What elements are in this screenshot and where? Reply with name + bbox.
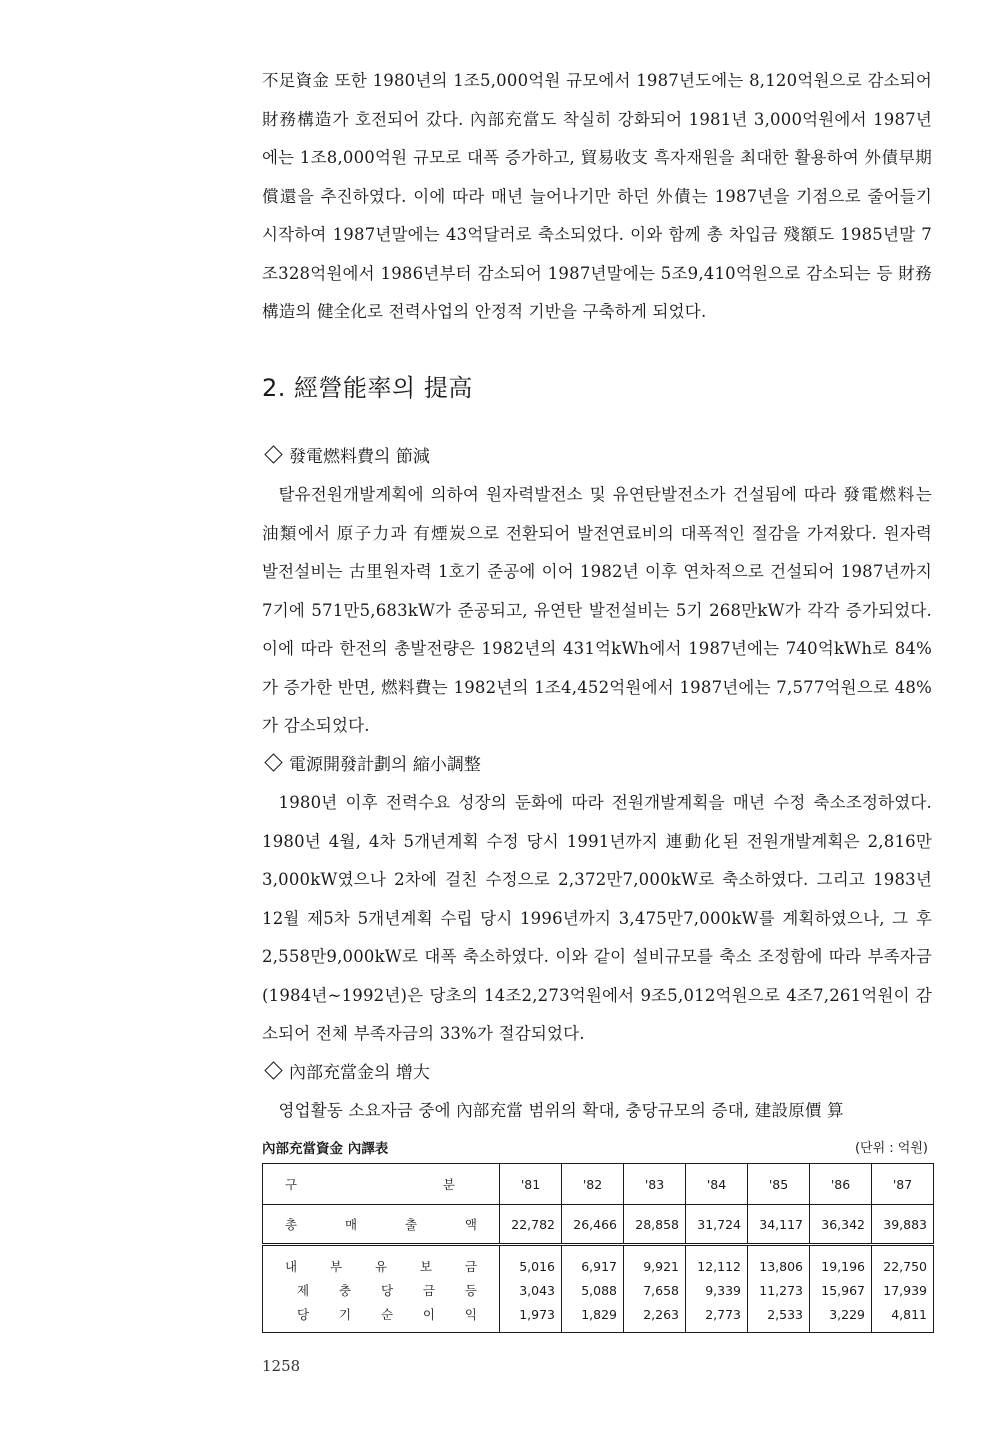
- table-cell: 2,533: [748, 1302, 810, 1333]
- table-cell: 7,658: [624, 1278, 686, 1302]
- row-label: 총 매 출 액: [285, 1217, 479, 1232]
- year-header: '87: [872, 1164, 934, 1205]
- paragraph-financial-structure: 不足資金 또한 1980년의 1조5,000억원 규모에서 1987년도에는 8,120억원으로 감소되어 財務構造가 호전되어 갔다. 內部充當도 착실히 강화되어 1981년 3,000억원에서 1987년에는 1조8,000억원 규모로 대폭 증가하고, 貿易收支 흑자재원을 최대한 활용하여 外債早期償還을 추진하였다. 이에 따라 매년 늘어나기만 하던 外債는 1987년을 기점으로 줄어들기 시작하여 1987년말에는 43억달러로 축소되었다. 이와 함께 총 차입금 殘額도 1985년말 7조328억원에서 1986년부터 감소되어 1987년말에는 5조9,410억원으로 감소되는 등 財務構造의 健全化로 전력사업의 안정적 기반을 구축하게 되었다.: [262, 71, 932, 321]
- year-header: '83: [624, 1164, 686, 1205]
- diamond-bullet-icon: [264, 1061, 282, 1079]
- subheading-plan-adjustment-text: 電源開發計劃의 縮小調整: [289, 754, 481, 775]
- table-cell: 39,883: [872, 1205, 934, 1245]
- table-cell: 9,921: [624, 1245, 686, 1279]
- table-cell: 9,339: [686, 1278, 748, 1302]
- table-cell: 22,750: [872, 1245, 934, 1279]
- row-label: 당 기 순 이 익: [297, 1307, 479, 1322]
- table-cell: 36,342: [810, 1205, 872, 1245]
- table-row-retained-earnings: [263, 1245, 934, 1279]
- table-row-reserves: [263, 1278, 934, 1302]
- diamond-bullet-icon: [264, 753, 282, 771]
- table-cell: 22,782: [500, 1205, 562, 1245]
- body-text: [262, 62, 932, 1131]
- table-cell: 4,811: [872, 1302, 934, 1333]
- table-cell: 5,088: [562, 1278, 624, 1302]
- subheading-internal-funds: [262, 1054, 932, 1093]
- table-row-net-income: [263, 1302, 934, 1333]
- subheading-plan-adjustment: [262, 746, 932, 785]
- year-header: '86: [810, 1164, 872, 1205]
- table-cell: 19,196: [810, 1245, 872, 1279]
- section-title: 2. 經營能率의 提高: [262, 373, 473, 402]
- table-title: 內部充當資金 內譯表: [262, 1141, 389, 1157]
- paragraph-internal-funds: 영업활동 소요자금 중에 內部充當 범위의 확대, 충당규모의 증대, 建設原價 算: [278, 1101, 844, 1120]
- table-cell: 3,043: [500, 1278, 562, 1302]
- table-cell: 3,229: [810, 1302, 872, 1333]
- table-cell: 1,973: [500, 1302, 562, 1333]
- row-label-cell: [263, 1205, 500, 1245]
- table-cell: 13,806: [748, 1245, 810, 1279]
- year-header: '82: [562, 1164, 624, 1205]
- table-header-row: [263, 1164, 934, 1205]
- table-cell: 5,016: [500, 1245, 562, 1279]
- table-cell: 28,858: [624, 1205, 686, 1245]
- table-unit: (단위 : 억원): [854, 1141, 928, 1156]
- year-header: '85: [748, 1164, 810, 1205]
- year-header: '84: [686, 1164, 748, 1205]
- row-label: 내 부 유 보 금: [285, 1259, 479, 1274]
- table-cell: 12,112: [686, 1245, 748, 1279]
- table-cell: 2,263: [624, 1302, 686, 1333]
- table-cell: 31,724: [686, 1205, 748, 1245]
- table-cell: 34,117: [748, 1205, 810, 1245]
- row-label: 제 충 당 금 등: [297, 1283, 479, 1298]
- year-header: '81: [500, 1164, 562, 1205]
- subheading-internal-funds-text: 內部充當金의 增大: [289, 1062, 430, 1083]
- header-label: 구 분: [285, 1177, 457, 1192]
- page-number: 1258: [262, 1357, 301, 1375]
- row-label-cell: [263, 1302, 500, 1333]
- row-label-cell: [263, 1278, 500, 1302]
- table-cell: 2,773: [686, 1302, 748, 1333]
- table-cell: 6,917: [562, 1245, 624, 1279]
- table-cell: 11,273: [748, 1278, 810, 1302]
- header-label-cell: [263, 1164, 500, 1205]
- subheading-fuel-cost-text: 發電燃料費의 節減: [289, 446, 430, 467]
- table-cell: 1,829: [562, 1302, 624, 1333]
- paragraph-fuel-cost: 탈유전원개발계획에 의하여 원자력발전소 및 유연탄발전소가 건설됨에 따라 發電燃料는 油類에서 原子力과 有煙炭으로 전환되어 발전연료비의 대폭적인 절감을 가져왔다. 원자력 발전설비는 古里원자력 1호기 준공에 이어 1982년 이후 연차적으로 건설되어 1987년까지 7기에 571만5,683kW가 준공되고, 유연탄 발전설비는 5기 268만kW가 각각 증가되었다. 이에 따라 한전의 총발전량은 1982년의 431억kWh에서 1987년에는 740억kWh로 84%가 증가한 반면, 燃料費는 1982년의 1조4,452억원에서 1987년에는 7,577억원으로 48%가 감소되었다.: [262, 485, 932, 735]
- table-cell: 15,967: [810, 1278, 872, 1302]
- table-cell: 26,466: [562, 1205, 624, 1245]
- table-cell: 17,939: [872, 1278, 934, 1302]
- diamond-bullet-icon: [264, 445, 282, 463]
- internal-funds-table: [262, 1163, 934, 1333]
- paragraph-plan-adjustment: 1980년 이후 전력수요 성장의 둔화에 따라 전원개발계획을 매년 수정 축소조정하였다. 1980년 4월, 4차 5개년계획 수정 당시 1991년까지 連動化된 전원개발계획은 2,816만3,000kW였으나 2차에 걸친 수정으로 2,372만7,000kW로 축소하였다. 그리고 1983년 12월 제5차 5개년계획 수립 당시 1996년까지 3,475만7,000kW를 계획하였으나, 그 후 2,558만9,000kW로 대폭 축소하였다. 이와 같이 설비규모를 축소 조정함에 따라 부족자금(1984년~1992년)은 당초의 14조2,273억원에서 9조5,012억원으로 4조7,261억원이 감소되어 전체 부족자금의 33%가 절감되었다.: [262, 793, 932, 1043]
- row-label-cell: [263, 1245, 500, 1279]
- table-caption: [262, 1137, 934, 1157]
- subheading-fuel-cost: [262, 438, 932, 477]
- table-row-total-sales: [263, 1205, 934, 1245]
